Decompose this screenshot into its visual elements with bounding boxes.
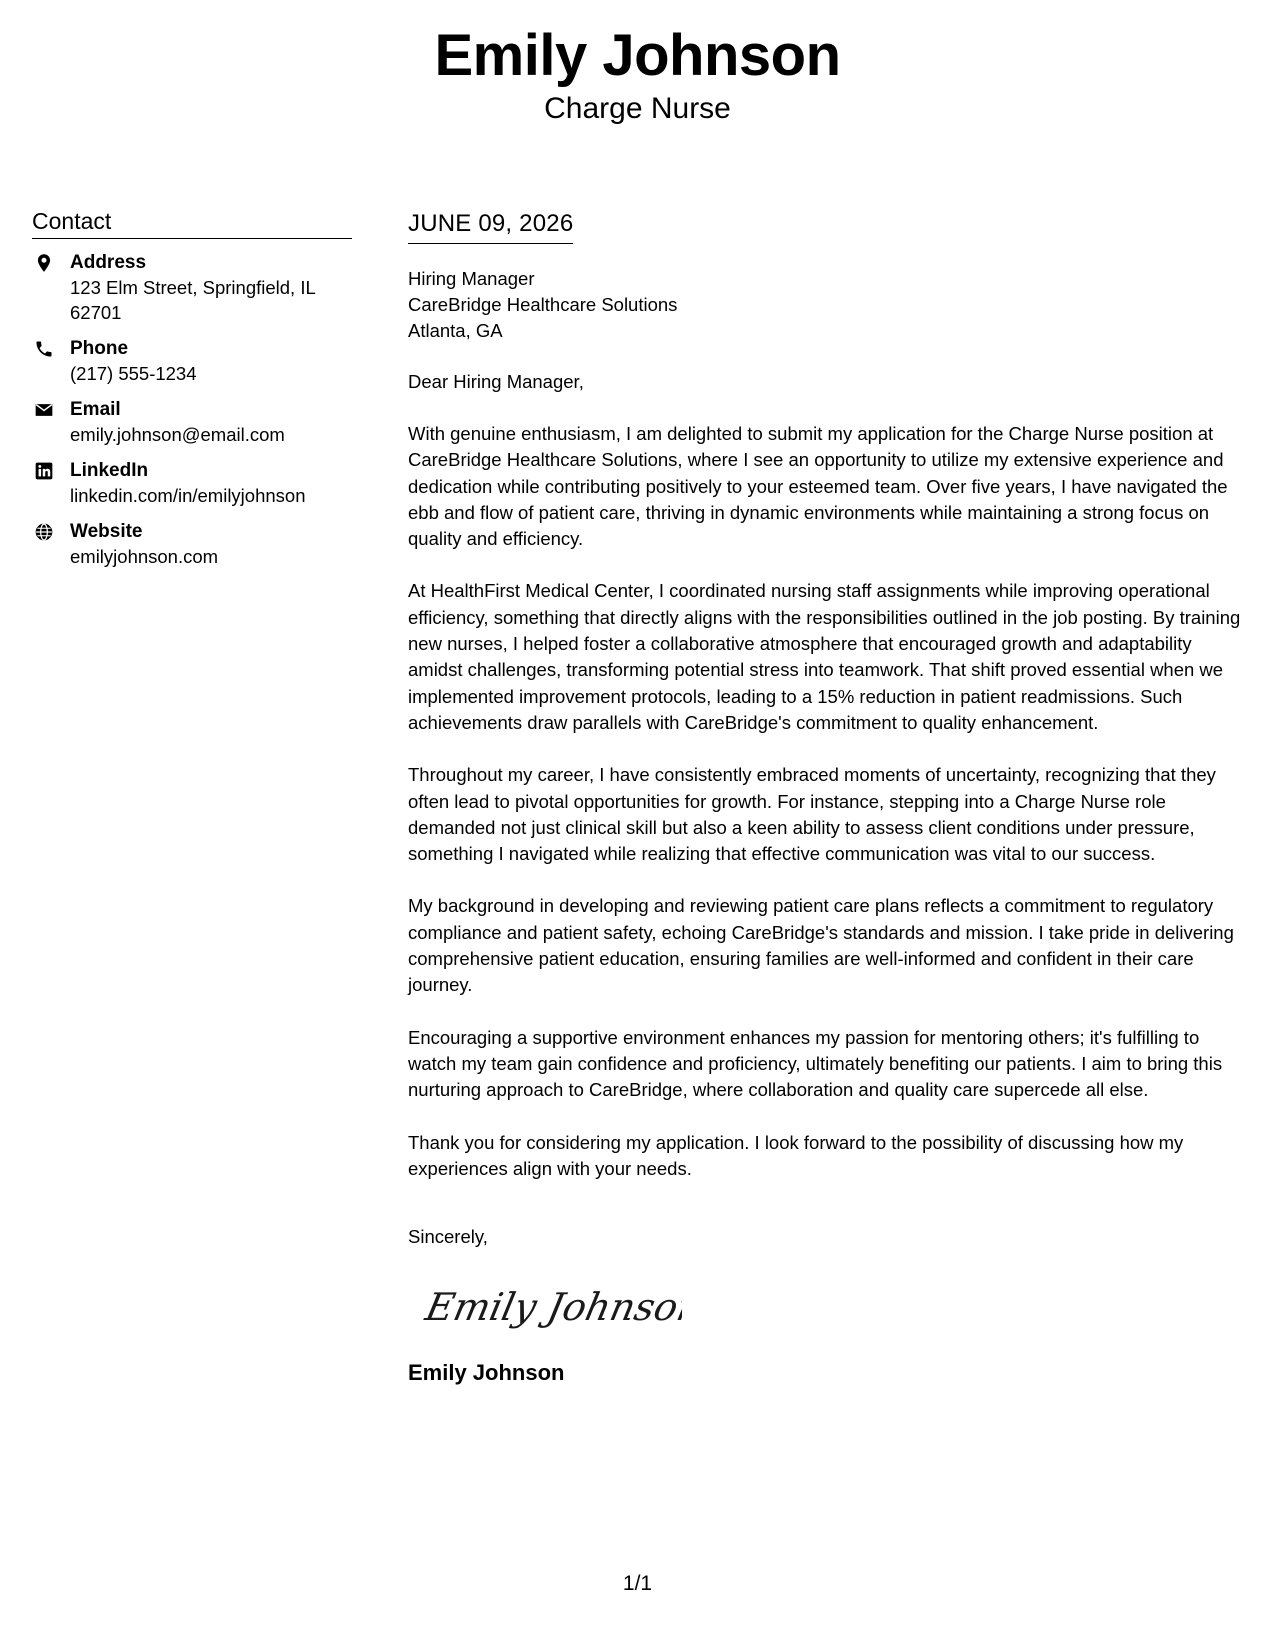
paragraph: Encouraging a supportive environment enhances my passion for mentoring others; it's fulfilling to watch my team gain confidence and proficiency, ultimately benefiting our patients. I aim to bring this nurturing approach to CareBridge, where collaboration and quality care supercede all else.	[408, 1026, 1223, 1101]
recipient-line: Hiring Manager	[408, 268, 535, 289]
signature-text: Emily Johnson	[422, 1285, 682, 1331]
handwritten-signature	[422, 1272, 682, 1344]
envelope-icon	[34, 400, 54, 420]
paragraph: At HealthFirst Medical Center, I coordinated nursing staff assignments while improving operational efficiency, something that directly aligns with the responsibilities outlined in the job posting. By training new nurses, I helped foster a collaborative atmosphere that encouraged growth and adaptability amidst challenges, transforming potential stress into teamwork. That shift proved essential when we implemented improvement protocols, leading to a 15% reduction in patient readmissions. Such achievements draw parallels with CareBridge's commitment to quality enhancement.	[408, 580, 1241, 733]
applicant-title: Charge Nurse	[544, 92, 731, 125]
recipient-line: Atlanta, GA	[408, 320, 503, 341]
contact-item-address	[32, 251, 352, 325]
closing: Sincerely,	[408, 1226, 488, 1248]
contact-value: (217) 555-1234	[70, 363, 197, 384]
contact-item-phone	[32, 337, 352, 386]
letter-body	[408, 208, 1250, 1387]
paragraph: Thank you for considering my application. I look forward to the possibility of discussing how my experiences align with your needs.	[408, 1131, 1184, 1179]
paragraph: My background in developing and reviewing patient care plans reflects a commitment to regulatory compliance and patient safety, echoing CareBridge's standards and mission. I take pride in delivering comprehensive patient education, ensuring families are well-informed and confident in their care journey.	[408, 895, 1234, 996]
contact-label: Email	[70, 399, 121, 420]
contact-label: Address	[70, 252, 147, 273]
contact-sidebar	[32, 206, 352, 581]
phone-icon	[34, 339, 54, 359]
letter-date: JUNE 09, 2026	[408, 208, 573, 244]
contact-value: emily.johnson@email.com	[70, 424, 285, 445]
contact-label: LinkedIn	[70, 460, 149, 481]
page-number: 1/1	[622, 1572, 653, 1595]
paragraph: Throughout my career, I have consistently embraced moments of uncertainty, recognizing that they often lead to pivotal opportunities for growth. For instance, stepping into a Charge Nurse role demanded not just clinical skill but also a keen ability to assess client conditions under pressure, something I navigated while realizing that effective communication was vital to our success.	[408, 764, 1216, 865]
contact-label: Phone	[70, 338, 129, 359]
greeting: Dear Hiring Manager,	[408, 371, 584, 392]
paragraph: With genuine enthusiasm, I am delighted to submit my application for the Charge Nurse position at CareBridge Healthcare Solutions, where I see an opportunity to utilize my extensive experience and dedication while contributing positively to your esteemed team. Over five years, I have navigated the ebb and flow of patient care, thriving in dynamic environments while maintaining a strong focus on quality and efficiency.	[408, 423, 1228, 550]
contact-label: Website	[70, 521, 143, 542]
contact-value: 123 Elm Street, Springfield, IL 62701	[70, 277, 316, 323]
recipient-block	[408, 266, 1250, 344]
signed-name: Emily Johnson	[408, 1360, 565, 1386]
contact-item-email	[32, 398, 352, 447]
contact-value: emilyjohnson.com	[70, 546, 219, 567]
recipient-line: CareBridge Healthcare Solutions	[408, 294, 678, 315]
letter-header	[0, 22, 1275, 128]
contact-item-linkedin	[32, 459, 352, 508]
applicant-name: Emily Johnson	[434, 23, 841, 88]
contact-value: linkedin.com/in/emilyjohnson	[70, 485, 306, 506]
globe-icon	[34, 522, 54, 542]
contact-heading: Contact	[32, 206, 352, 239]
linkedin-icon	[34, 461, 54, 481]
map-pin-icon	[34, 253, 54, 273]
contact-item-website	[32, 520, 352, 569]
